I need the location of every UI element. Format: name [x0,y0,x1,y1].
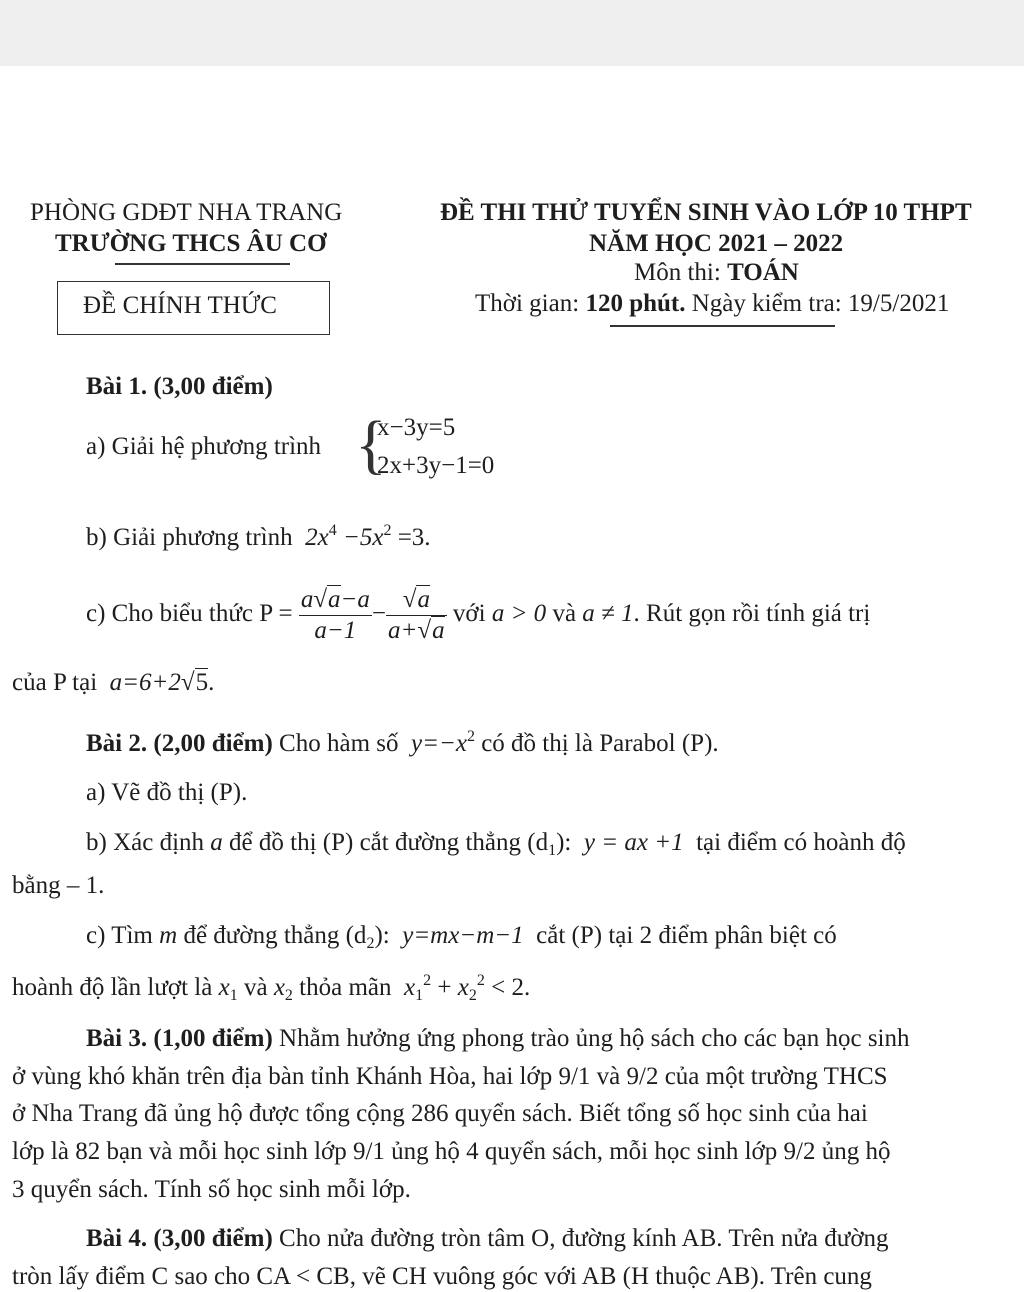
problem-1-title: Bài 1. (3,00 điểm) [86,373,273,400]
problem-3-line3: ở Nha Trang đã ủng hộ được tổng cộng 286 quyển sách. Biết tổng số học sinh của hai [12,1100,868,1127]
problem-3-line5: 3 quyển sách. Tính số học sinh mỗi lớp. [12,1176,411,1203]
department-name: PHÒNG GDĐT NHA TRANG [30,199,343,226]
school-underline [115,263,290,265]
problem-2a: a) Vẽ đồ thị (P). [86,779,248,806]
problem-4-line1: Bài 4. (3,00 điểm) Cho nửa đường tròn tâm O, đường kính AB. Trên nửa đường [86,1225,889,1252]
problem-2-intro: Bài 2. (2,00 điểm) Cho hàm số $y=-x^2$ có đồ thị là Parabol (P). [86,728,719,757]
problem-3-line4: lớp là 82 bạn và mỗi học sinh lớp 9/1 ủng hộ 4 quyển sách, mỗi học sinh lớp 9/2 ủng hộ [12,1138,891,1165]
problem-2b-line1: b) Xác định a để đồ thị (P) cắt đường thẳng $(d_1)$: y = ax +1 tại điểm có hoành độ [86,829,906,859]
fraction-2: $\frac{√a}{a+√a}$ [388,585,445,644]
problem-3-line1: Bài 3. (1,00 điểm) Nhằm hưởng ứng phong trào ủng hộ sách cho các bạn học sinh [86,1025,910,1052]
problem-2b-line2: bằng – 1. [12,872,105,899]
problem-4-line2: tròn lấy điểm C sao cho CA < CB, vẽ CH vuông góc với AB (H thuộc AB). Trên cung [12,1263,872,1290]
system-equation-1: x−3y=5 [377,414,456,441]
time-line: Thời gian: 120 phút. Ngày kiểm tra: 19/5/2021 [475,290,950,317]
problem-2c-line1: c) Tìm m để đường thẳng $(d_2)$: y=mx−m−1 cắt (P) tại 2 điểm phân biệt có [86,922,837,952]
problem-1c-line2: của P tại a=6+2√5. [12,669,215,696]
exam-title: ĐỀ THI THỬ TUYỂN SINH VÀO LỚP 10 THPT [440,199,972,226]
time-underline [610,325,835,327]
system-equation-2: 2x+3y−1=0 [377,452,495,479]
problem-1c: c) Cho biểu thức P = $\frac{a√a-a}{a-1}$ − $\frac{√a}{a+√a}$ với a > 0 và a ≠ 1. Rút gọn rồi tính giá trị [86,585,871,644]
problem-3-line2: ở vùng khó khăn trên địa bàn tỉnh Khánh Hòa, hai lớp 9/1 và 9/2 của một trường THCS [12,1063,888,1090]
school-name: TRƯỜNG THCS ÂU CƠ [55,230,327,257]
official-label: ĐỀ CHÍNH THỨC [83,292,277,319]
problem-2c-line2: hoành độ lần lượt là $x_1$ và $x_2$ thỏa mãn $x_1^2 + x_2^2 < 2$. [12,972,531,1004]
subject-line: Môn thi: TOÁN [634,259,799,286]
problem-1a-text: a) Giải hệ phương trình [86,433,322,460]
fraction-1: $\frac{a√a-a}{a-1}$ [300,585,370,644]
school-year: NĂM HỌC 2021 – 2022 [589,230,844,257]
system-brace: { [355,408,387,481]
problem-1b: b) Giải phương trình $2x^4 -5x^2 =3$. [86,522,431,551]
top-bar [0,0,1024,66]
